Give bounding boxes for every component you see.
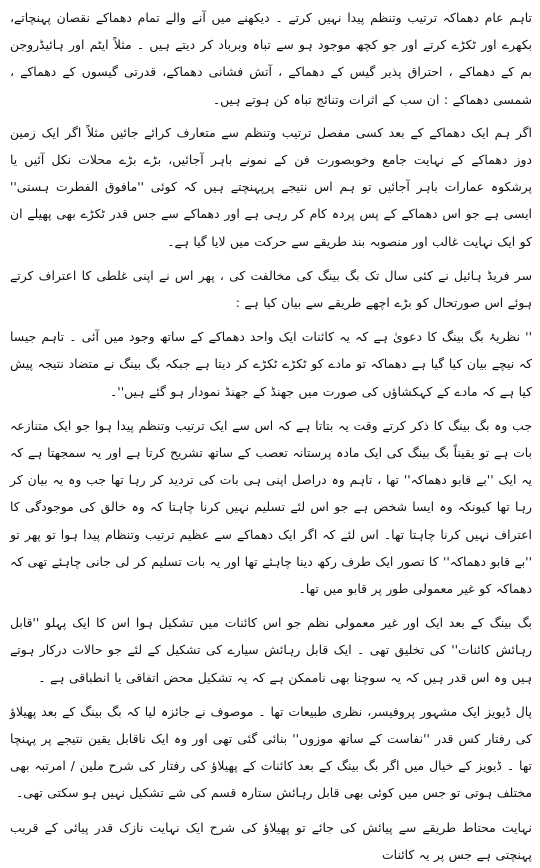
paragraph-ordered-explosion-analogy: اگر ہم ایک دھماکے کے بعد کسی مفصل ترتیب وتنظم سے متعارف کرائے جائیں مثلاً اگر ایک زمین دوز دھماکے کے نہایت جامع وخوبصورت فن کے نمونے باہر آجائیں، بڑے بڑے محلات نکل آئیں یا پرشکوہ عمارات باہر آجائیں تو ہم اس نتیجے پرپہنچتے ہیں کہ کوئی ''مافوق الفطرت ہستی'' ایسی ہے جو اس دھماکے کے پس پردہ کام کر رہی ہے اور دھماکے سے جس قدر ٹکڑے بھی پھیلے ان کو ایک نہایت غالب اور منصوبہ بند طریقے سے حرکت میں لایا گیا ہے۔ (10, 124, 532, 249)
paragraph-habitable-universe: بگ بینگ کے بعد ایک اور غیر معمولی نظم جو اس کائنات میں تشکیل ہوا اس کا ایک پہلو ''قابل رہائش کائنات'' کی تخلیق تھی ۔ ایک قابل رہائش سیارے کی تشکیل کے لئے جو حالات درکار ہوتے ہیں وہ اس قدر ہیں کہ یہ سوچنا بھی ناممکن ہے کہ یہ تشکیل محض اتفاقی یا انطباقی ہے ۔ (10, 615, 532, 685)
paragraph-hoyle-quote: '' نظریۂ بگ بینگ کا دعویٰ ہے کہ یہ کائنات ایک واحد دھماکے کے ساتھ وجود میں آئی ۔ تاہم جیسا کہ نیچے بیان کیا گیا ہے دھماکہ تو مادے کو ٹکڑے ٹکڑے کر دیتا ہے جبکہ بگ بینگ نے متضاد نتیجہ پیش کیا ہے کہ مادے کے کہکشاؤں کی صورت میں جھنڈ کے جھنڈ نمودار ہو گئے ہیں''۔ (10, 329, 532, 399)
paragraph-uncontrolled-explosion: جب وہ بگ بینگ کا ذکر کرتے وقت یہ بتاتا ہے کہ اس سے ایک ترتیب وتنظم پیدا ہوا جو ایک متنازعہ بات ہے تو یقیناً بگ بینگ کی ایک مادہ پرستانہ تعصب کے ساتھ تشریح کرتا ہے اور یہ سمجھتا ہے کہ یہ ایک ''بے قابو دھماکہ'' تھا ، تاہم وہ دراصل اپنی ہی بات کی تردید کر رہا تھا جب وہ یہ بیان کر رہا تھا کیونکہ وہ ایسا شخص ہے جو اس لئے تسلیم نہیں کرنا چاہتا کہ وہ خالق کی موجودگی کا اعتراف نہیں کرنا چاہتا تھا۔ اس لئے کہ اگر ایک دھماکے سے عظیم ترتیب وتنظام پیدا ہوا تو پھر تو ''بے قابو دھماکہ'' کا تصور ایک طرف رکھ دینا چاہئے تھا اور یہ بات تسلیم کر لی جانی چاہئے تھی کہ دھماکہ کو غیر معمولی طور پر قابو میں تھا۔ (10, 417, 532, 597)
paragraph-paul-davies: پال ڈیویز ایک مشہور پروفیسر، نظری طبیعات تھا ۔ موصوف نے جائزہ لیا کہ بگ بینگ کے بعد پھیلاؤ کی رفتار کس قدر ''نفاست کے ساتھ موزوں'' بنائی گئی تھی اور وہ ایک ناقابل یقین نتیجے پر پہنچا تھا ۔ ڈیویز کے خیال میں اگر بگ بینگ کے بعد کائنات کے پھیلاؤ کی رفتار کی شرح ملین / امرتبہ بھی مختلف ہوتی تو جس میں کوئی بھی قابل رہائش ستارہ قسم کی شے تشکیل نہیں ہو سکتی تھی۔ (10, 703, 532, 801)
paragraph-fred-hoyle-intro: سر فریڈ ہائیل نے کئی سال تک بگ بینگ کی مخالفت کی ، پھر اس نے اپنی غلطی کا اعتراف کرتے ہوئے اس صورتحال کو بڑے اچھے طریقے سے بیان کیا ہے : (10, 267, 532, 311)
paragraph-explosions-destroy: تاہم عام دھماکہ ترتیب وتنظم پیدا نہیں کرتے ۔ دیکھنے میں آنے والے تمام دھماکے نقصان پہنچاتے، بکھرے اور ٹکڑے کرتے اور جو کچھ موجود ہو سے تباہ وبرباد کر دیتے ہیں ۔ مثلاً ایٹم اور ہائیڈروجن بم کے دھماکے ، احتراق پذیر گیس کے دھماکے ، آتش فشانی دھماکے، قدرتی گیسوں کے دھماکے ، شمسی دھماکے : ان سب کے اثرات وتنائج تباہ کن ہوتے ہیں۔ (10, 10, 532, 107)
paragraph-expansion-rate: نہایت محتاط طریقے سے پیائش کی جائے تو پھیلاؤ کی شرح ایک نہایت نازک قدر پیائی کے قریب پہنچتی ہے جس پر یہ کائنات (10, 819, 532, 862)
